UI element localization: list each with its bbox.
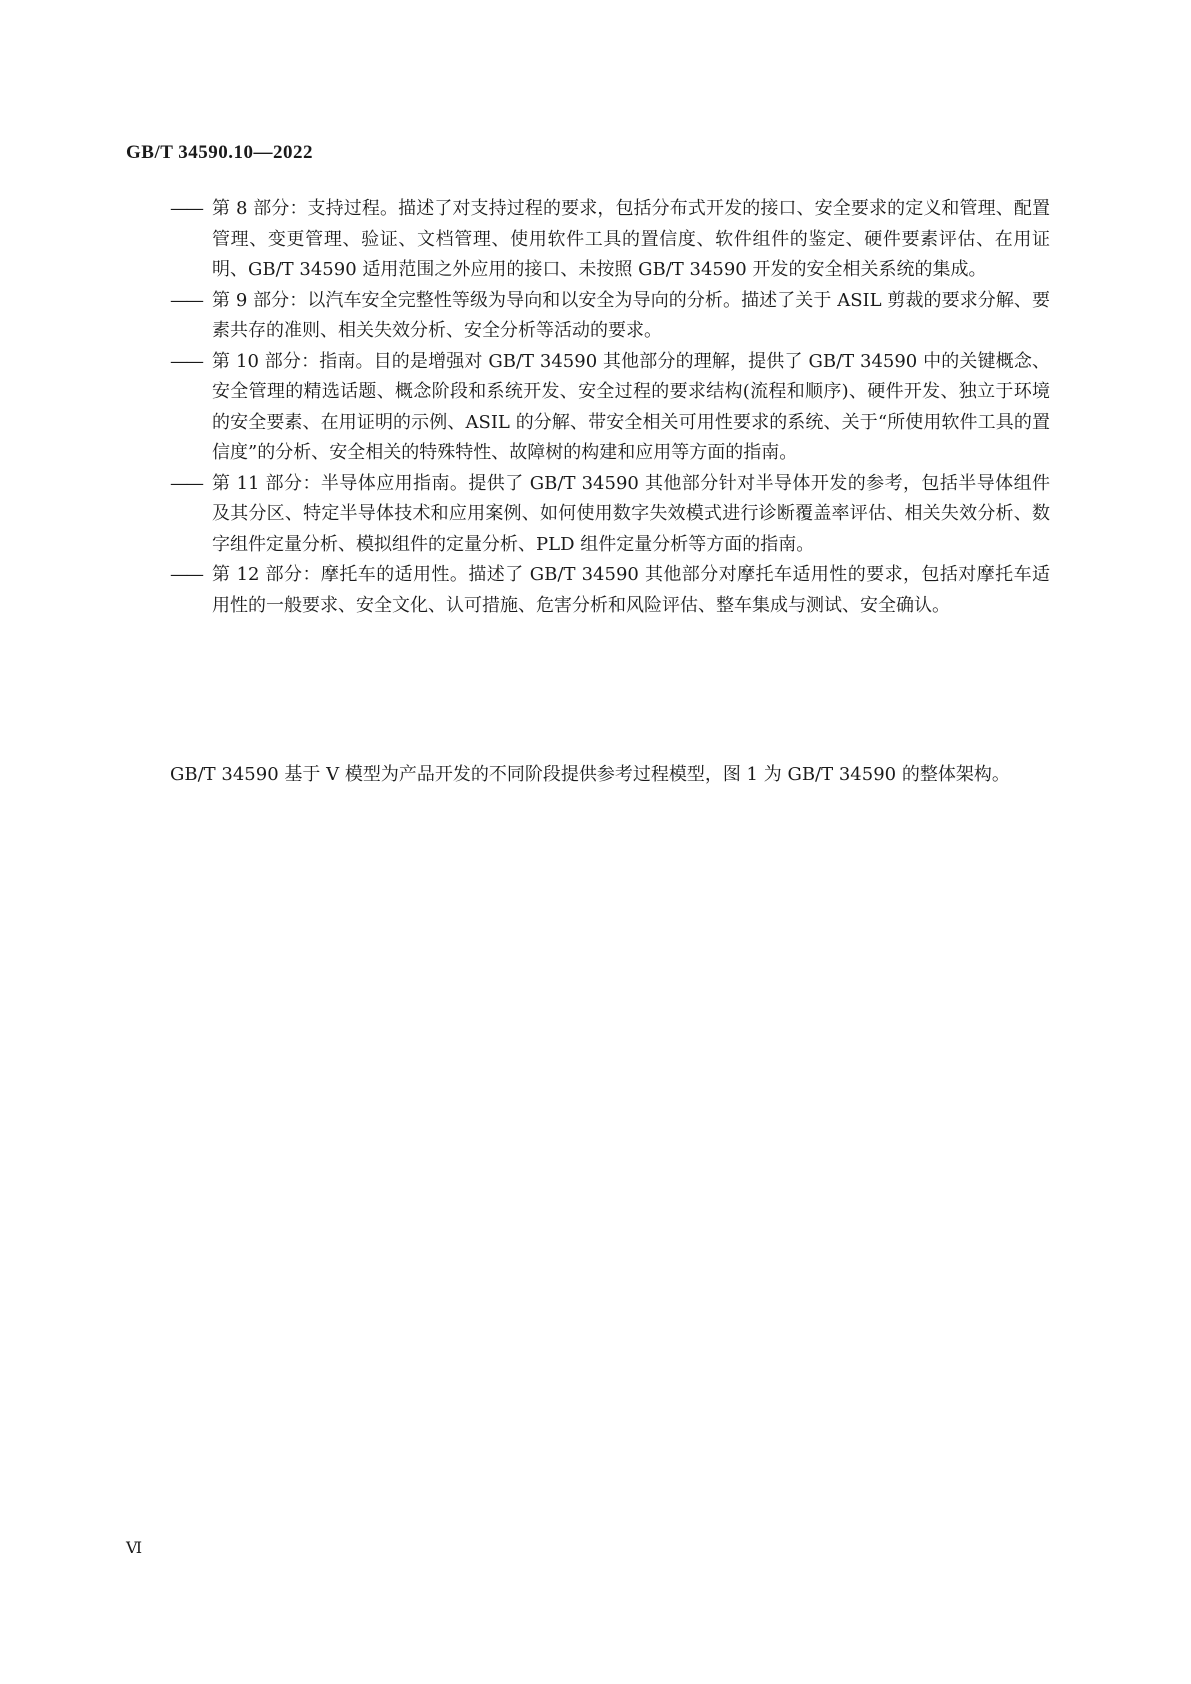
document-number: GB/T 34590.10—2022 bbox=[126, 142, 314, 163]
list-item-text: 第 10 部分：指南。目的是增强对 GB/T 34590 其他部分的理解，提供了 GB/T 34590 中的关键概念、安全管理的精选话题、概念阶段和系统开发、安全过程的要求结构(流程和顺序)、硬件开发、独立于环境的安全要素、在用证明的示例、ASIL 的分解、带安全相关可用性要求的系统、关于“所使用软件工具的置信度”的分析、安全相关的特殊特性、故障树的构建和应用等方面的指南。 bbox=[212, 350, 1050, 463]
page-number: Ⅵ bbox=[126, 1540, 143, 1557]
list-item-text: 第 11 部分：半导体应用指南。提供了 GB/T 34590 其他部分针对半导体开发的参考，包括半导体组件及其分区、特定半导体技术和应用案例、如何使用数字失效模式进行诊断覆盖率评估、相关失效分析、数字组件定量分析、模拟组件的定量分析、PLD 组件定量分析等方面的指南。 bbox=[212, 472, 1050, 555]
list-dash: —— bbox=[170, 198, 202, 219]
list-item-text: 第 9 部分：以汽车安全完整性等级为导向和以安全为导向的分析。描述了关于 ASIL 剪裁的要求分解、要素共存的准则、相关失效分析、安全分析等活动的要求。 bbox=[212, 289, 1050, 341]
list-item-part-9 bbox=[170, 286, 1050, 347]
list-dash: —— bbox=[170, 289, 202, 311]
parts-list bbox=[170, 194, 1050, 621]
list-item-part-10 bbox=[170, 347, 1050, 469]
list-dash: —— bbox=[170, 472, 202, 494]
list-dash: —— bbox=[170, 350, 202, 372]
list-item-part-11 bbox=[170, 469, 1050, 561]
list-dash: —— bbox=[170, 564, 202, 585]
closing-paragraph: GB/T 34590 基于 V 模型为产品开发的不同阶段提供参考过程模型，图 1 为 GB/T 34590 的整体架构。 bbox=[170, 764, 1010, 785]
list-item-text: 第 8 部分：支持过程。描述了对支持过程的要求，包括分布式开发的接口、安全要求的定义和管理、配置管理、变更管理、验证、文档管理、使用软件工具的置信度、软件组件的鉴定、硬件要素评估、在用证明、GB/T 34590 适用范围之外应用的接口、未按照 GB/T 34590 开发的安全相关系统的集成。 bbox=[212, 198, 1050, 280]
list-item-text: 第 12 部分：摩托车的适用性。描述了 GB/T 34590 其他部分对摩托车适用性的要求，包括对摩托车适用性的一般要求、安全文化、认可措施、危害分析和风险评估、整车集成与测试、安全确认。 bbox=[212, 564, 1050, 616]
list-item-part-12 bbox=[170, 560, 1050, 621]
list-item-part-8 bbox=[170, 194, 1050, 286]
